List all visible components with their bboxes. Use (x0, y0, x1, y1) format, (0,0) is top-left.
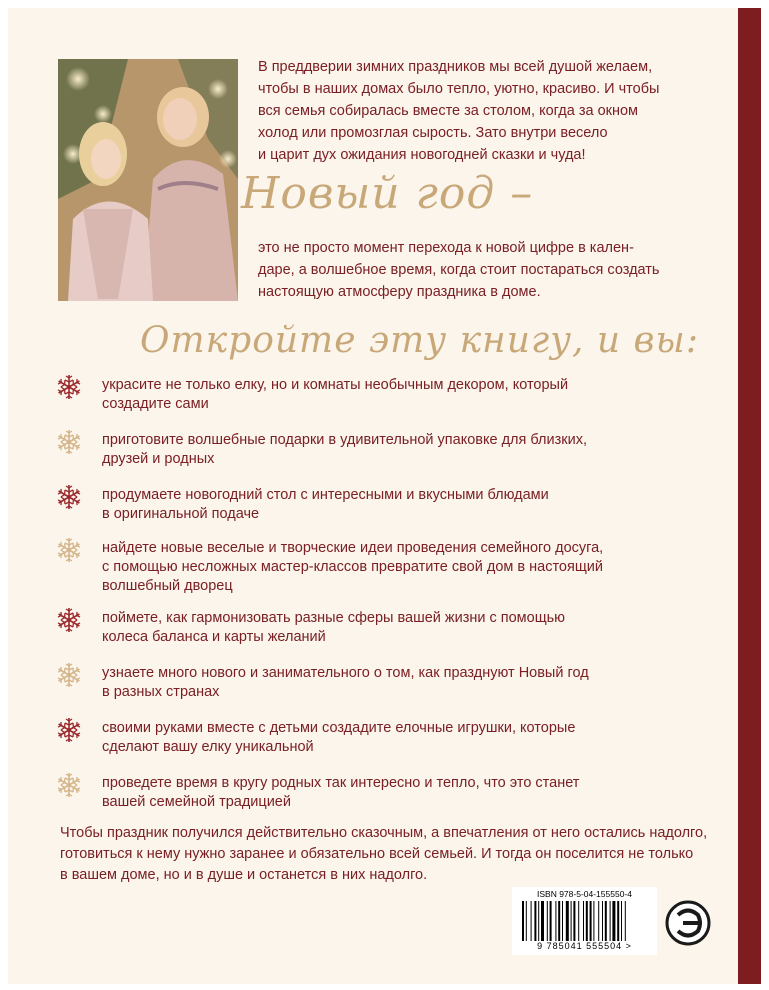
list-item-line: своими руками вместе с детьми создадите елочные игрушки, которые (102, 720, 576, 736)
barcode-bar (538, 901, 539, 941)
list-item-line: украсите не только елку, но и комнаты необычным декором, который (102, 377, 569, 393)
list-item-line: продумаете новогодний стол с интересными и вкусными блюдами (102, 487, 549, 503)
back-cover (8, 8, 761, 984)
snowflake-icon (54, 372, 84, 407)
barcode-bar (617, 901, 619, 941)
list-item (102, 664, 722, 702)
barcode-bar (625, 901, 626, 941)
description-line: настоящую атмосферу праздника в доме. (258, 284, 541, 300)
barcode-bar (610, 901, 611, 941)
closing-paragraph (60, 823, 740, 886)
barcode-bar (612, 901, 615, 941)
intro-line: холод или промозглая сырость. Зато внутри весело (258, 125, 608, 141)
family-photo (58, 59, 238, 301)
barcode-bar (605, 901, 607, 941)
barcode-bar (583, 901, 584, 941)
snowflake-icon (54, 660, 84, 695)
barcode-bar (541, 901, 544, 941)
barcode-bar (621, 901, 622, 941)
barcode-bar (531, 901, 532, 941)
photo-illustration (58, 59, 238, 301)
list-item (102, 539, 722, 596)
intro-line: и царит дух ожидания новогодней сказки и чуда! (258, 147, 586, 163)
barcode-bar (590, 901, 592, 941)
list-item-line: с помощью несложных мастер-классов превратите свой дом в настоящий (102, 559, 603, 575)
barcode-bar (534, 901, 536, 941)
barcode (522, 901, 647, 941)
list-item-line: вашей семейной традицией (102, 794, 291, 810)
list-item-line: приготовите волшебные подарки в удивительной упаковке для близких, (102, 432, 587, 448)
list-item-line: найдете новые веселые и творческие идеи проведения семейного досуга, (102, 540, 604, 556)
intro-line: чтобы в наших домах было тепло, уютно, красиво. И чтобы (258, 81, 660, 97)
barcode-bar (573, 901, 575, 941)
snowflake-icon (54, 427, 84, 462)
barcode-bar (558, 901, 560, 941)
description-line: даре, а волшебное время, когда стоит постараться создать (258, 262, 660, 278)
barcode-bar (586, 901, 588, 941)
barcode-bar (593, 901, 594, 941)
barcode-bar (602, 901, 603, 941)
snowflake-icon (54, 482, 84, 517)
isbn-barcode-block (512, 887, 657, 955)
list-item-line: волшебный дворец (102, 578, 233, 594)
snowflake-icon (54, 715, 84, 750)
barcode-bar (598, 901, 599, 941)
list-item-line: сделают вашу елку уникальной (102, 739, 314, 755)
list-item (102, 431, 722, 469)
new-year-heading: Новый год – (241, 168, 534, 219)
list-item-line: колеса баланса и карты желаний (102, 629, 326, 645)
barcode-bar (547, 901, 548, 941)
intro-paragraph (258, 56, 728, 166)
barcode-bar (571, 901, 572, 941)
snowflake-icon (54, 535, 84, 570)
list-item (102, 376, 722, 414)
closing-line: в вашем доме, но и в душе и останется в них надолго. (60, 867, 428, 883)
list-item-line: в оригинальной подаче (102, 506, 260, 522)
spine-stripe (738, 8, 761, 984)
barcode-bar (562, 901, 563, 941)
intro-line: В преддверии зимних праздников мы всей душой желаем, (258, 59, 653, 75)
closing-line: Чтобы праздник получился действительно сказочным, а впечатления от него остались надолго, (60, 825, 708, 841)
closing-line: готовиться к нему нужно заранее и обязательно всей семьей. И тогда он поселится не только (60, 846, 694, 862)
publisher-logo-icon (665, 900, 711, 946)
barcode-bar (550, 901, 552, 941)
snowflake-icon (54, 770, 84, 805)
list-item (102, 774, 722, 812)
intro-line: вся семья собиралась вместе за столом, когда за окном (258, 103, 639, 119)
open-book-heading: Откройте эту книгу, и вы: (140, 320, 699, 361)
list-item-line: узнаете много нового и занимательного о том, как празднуют Новый год (102, 665, 589, 681)
barcode-bar (566, 901, 569, 941)
list-item (102, 486, 722, 524)
publisher-logo (665, 900, 711, 951)
barcode-bar (522, 901, 524, 941)
isbn-label: ISBN 978-5-04-155550-4 (537, 889, 632, 899)
new-year-description (258, 237, 728, 303)
barcode-bar (555, 901, 556, 941)
list-item (102, 719, 722, 757)
snowflake-icon (54, 605, 84, 640)
description-line: это не просто момент перехода к новой цифре в кален- (258, 240, 634, 256)
list-item-line: в разных странах (102, 684, 220, 700)
barcode-bar (578, 901, 579, 941)
list-item (102, 609, 722, 647)
list-item-line: поймете, как гармонизовать разные сферы вашей жизни с помощью (102, 610, 566, 626)
list-item-line: проведете время в кругу родных так интересно и тепло, что это станет (102, 775, 580, 791)
list-item-line: друзей и родных (102, 451, 215, 467)
isbn-digits: 9 785041 555504 > (537, 941, 632, 951)
barcode-bar (526, 901, 527, 941)
list-item-line: создадите сами (102, 396, 209, 412)
